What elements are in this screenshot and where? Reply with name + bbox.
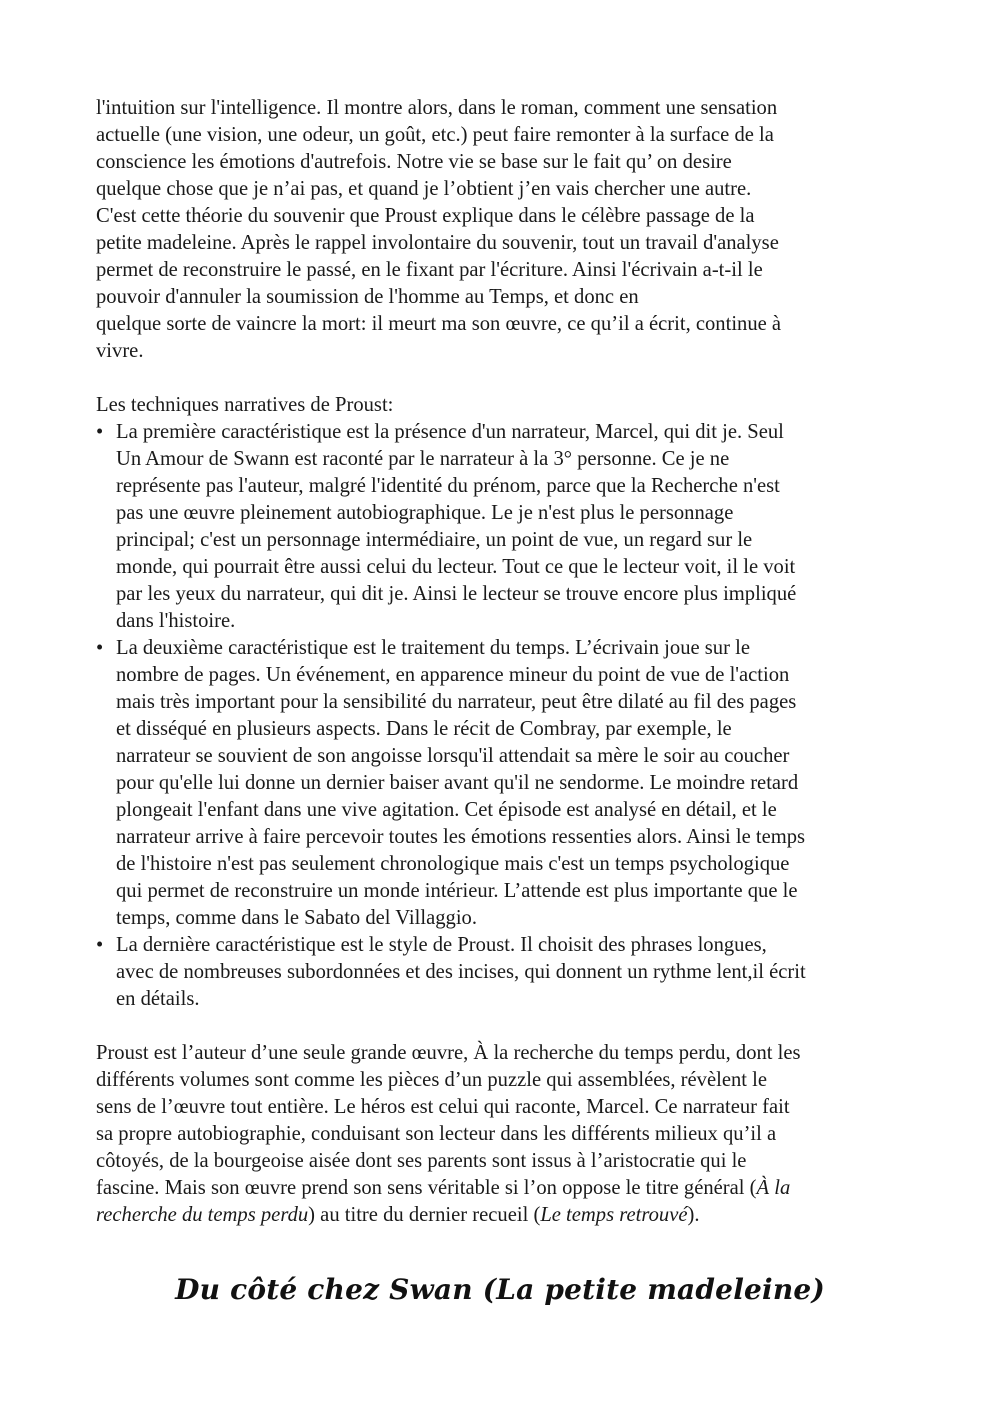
- text-line: C'est cette théorie du souvenir que Proust explique dans le célèbre passage de la: [96, 205, 755, 227]
- bullet-icon: •: [96, 934, 104, 956]
- list-item: [96, 932, 908, 1013]
- text-line: principal; c'est un personnage intermédiaire, un point de vue, un regard sur le: [116, 529, 753, 551]
- text-line: monde, qui pourrait être aussi celui du lecteur. Tout ce que le lecteur voit, il le voit: [116, 556, 796, 578]
- text-line: de l'histoire n'est pas seulement chronologique mais c'est un temps psychologique: [116, 853, 790, 875]
- paragraph-spacer: [96, 365, 908, 392]
- text-line: La dernière caractéristique est le style de Proust. Il choisit des phrases longues,: [116, 934, 767, 956]
- italic-title: À la: [756, 1177, 791, 1199]
- section-heading: Du côté chez Swan (La petite madeleine): [175, 1273, 825, 1306]
- paragraph-spacer: [96, 1013, 908, 1040]
- text-fragment: ) au titre du dernier recueil (: [308, 1204, 541, 1226]
- text-line: actuelle (une vision, une odeur, un goût, etc.) peut faire remonter à la surface de la: [96, 124, 774, 146]
- bullet-icon: •: [96, 421, 104, 443]
- text-line: sa propre autobiographie, conduisant son lecteur dans les différents milieux qu’il a: [96, 1123, 777, 1145]
- text-line: quelque sorte de vaincre la mort: il meurt ma son œuvre, ce qu’il a écrit, continue à: [96, 313, 782, 335]
- list-item: [96, 635, 908, 932]
- text-line: pour qu'elle lui donne un dernier baiser avant qu'il ne sendorme. Le moindre retard: [116, 772, 799, 794]
- text-line: dans l'histoire.: [116, 610, 236, 632]
- text-line: permet de reconstruire le passé, en le fixant par l'écriture. Ainsi l'écrivain a-t-il le: [96, 259, 763, 281]
- text-line: représente pas l'auteur, malgré l'identité du prénom, parce que la Recherche n'est: [116, 475, 780, 497]
- techniques-section: [96, 392, 908, 419]
- text-line: avec de nombreuses subordonnées et des incises, qui donnent un rythme lent,il écrit: [116, 961, 806, 983]
- conclusion-paragraph: [96, 1040, 908, 1229]
- italic-title: recherche du temps perdu: [96, 1204, 309, 1226]
- techniques-list: [96, 419, 908, 1013]
- text-line: La première caractéristique est la présence d'un narrateur, Marcel, qui dit je. Seul: [116, 421, 784, 443]
- bullet-icon: •: [96, 637, 104, 659]
- text-line: temps, comme dans le Sabato del Villaggio.: [116, 907, 477, 929]
- text-line: plongeait l'enfant dans une vive agitation. Cet épisode est analysé en détail, et le: [116, 799, 777, 821]
- text-fragment: fascine. Mais son œuvre prend son sens véritable si l’on oppose le titre général (: [96, 1177, 757, 1199]
- text-line: narrateur se souvient de son angoisse lorsqu'il attendait sa mère le soir au coucher: [116, 745, 790, 767]
- text-line: sens de l’œuvre tout entière. Le héros est celui qui raconte, Marcel. Ce narrateur fait: [96, 1096, 790, 1118]
- techniques-title: Les techniques narratives de Proust:: [96, 394, 394, 416]
- text-line: narrateur arrive à faire percevoir toutes les émotions ressenties alors. Ainsi le temps: [116, 826, 806, 848]
- text-line: l'intuition sur l'intelligence. Il montre alors, dans le roman, comment une sensation: [96, 97, 778, 119]
- text-line: conscience les émotions d'autrefois. Notre vie se base sur le fait qu’ on desire: [96, 151, 732, 173]
- text-line: [96, 1175, 908, 1202]
- text-line: côtoyés, de la bourgeoise aisée dont ses parents sont issus à l’aristocratie qui le: [96, 1150, 747, 1172]
- text-fragment: ).: [687, 1204, 700, 1226]
- text-line: pouvoir d'annuler la soumission de l'homme au Temps, et donc en: [96, 286, 639, 308]
- text-line: quelque chose que je n’ai pas, et quand je l’obtient j’en vais chercher une autre.: [96, 178, 752, 200]
- intro-paragraph: [96, 95, 908, 365]
- text-line: vivre.: [96, 340, 144, 362]
- text-line: différents volumes sont comme les pièces d’un puzzle qui assemblées, révèlent le: [96, 1069, 767, 1091]
- text-line: Proust est l’auteur d’une seule grande œuvre, À la recherche du temps perdu, dont les: [96, 1042, 801, 1064]
- italic-title: Le temps retrouvé: [540, 1204, 688, 1226]
- text-line: Un Amour de Swann est raconté par le narrateur à la 3° personne. Ce je ne: [116, 448, 730, 470]
- text-line: petite madeleine. Après le rappel involontaire du souvenir, tout un travail d'analyse: [96, 232, 779, 254]
- text-line: mais très important pour la sensibilité du narrateur, peut être dilaté au fil des pages: [116, 691, 797, 713]
- text-line: par les yeux du narrateur, qui dit je. Ainsi le lecteur se trouve encore plus impliqué: [116, 583, 797, 605]
- text-line: [96, 1202, 908, 1229]
- text-line: qui permet de reconstruire un monde intérieur. L’attende est plus importante que le: [116, 880, 798, 902]
- text-line: et disséqué en plusieurs aspects. Dans le récit de Combray, par exemple, le: [116, 718, 732, 740]
- text-line: pas une œuvre pleinement autobiographique. Le je n'est plus le personnage: [116, 502, 734, 524]
- text-line: nombre de pages. Un événement, en apparence mineur du point de vue de l'action: [116, 664, 790, 686]
- text-line: La deuxième caractéristique est le traitement du temps. L’écrivain joue sur le: [116, 637, 750, 659]
- document-body: [96, 95, 908, 1229]
- list-item: [96, 419, 908, 635]
- text-line: en détails.: [116, 988, 200, 1010]
